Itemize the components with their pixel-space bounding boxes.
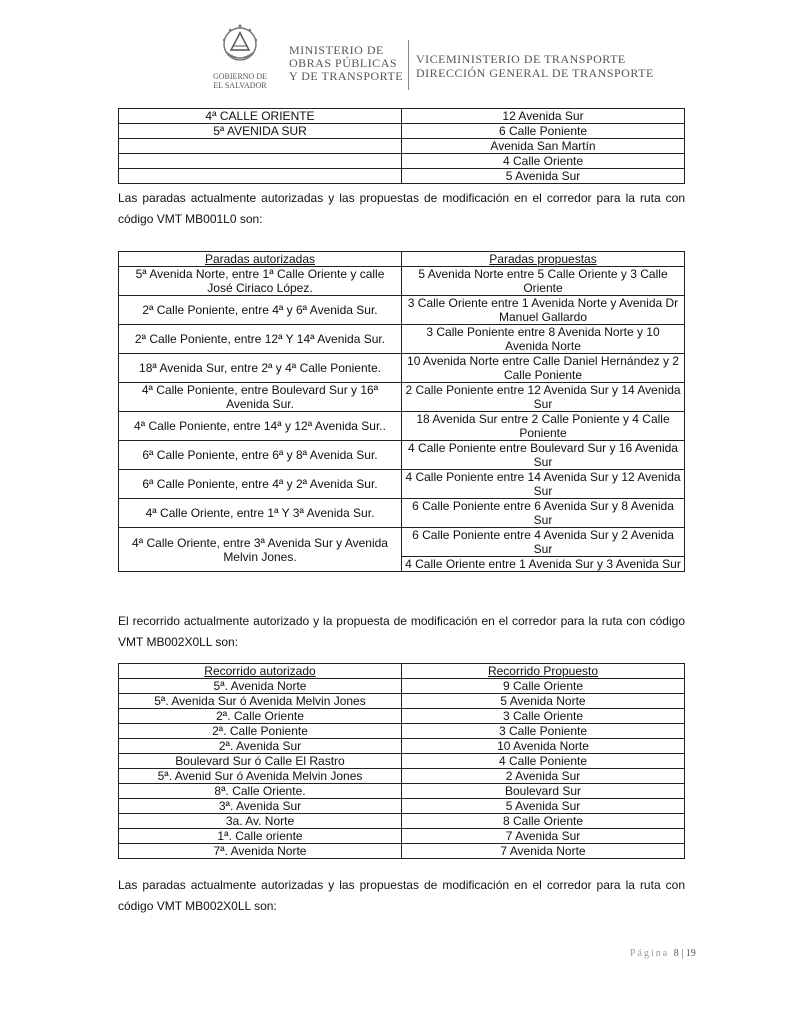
table-cell: 7 Avenida Norte — [402, 844, 685, 859]
table-cell: 4ª Calle Poniente, entre Boulevard Sur y 16ª Avenida Sur. — [119, 383, 402, 412]
table-row — [119, 412, 685, 441]
paragraph-stops-mb002: Las paradas actualmente autorizadas y las propuestas de modificación en el corredor para la ruta con código VMT MB002X0LL son: — [118, 878, 685, 913]
table-cell: 6ª Calle Poniente, entre 6ª y 8ª Avenida Sur. — [119, 441, 402, 470]
header-divider — [408, 40, 409, 90]
page-separator: | — [678, 948, 686, 959]
table-cell: 9 Calle Oriente — [402, 679, 685, 694]
table-row — [119, 739, 685, 754]
table-row — [119, 769, 685, 784]
table-cell — [119, 169, 402, 184]
table-cell: 10 Avenida Norte entre Calle Daniel Hernández y 2 Calle Poniente — [402, 354, 685, 383]
table-row — [119, 499, 685, 528]
government-label — [200, 72, 280, 90]
page-footer — [630, 948, 696, 959]
table-cell: 5ª Avenida Norte, entre 1ª Calle Oriente y calle José Ciriaco López. — [119, 267, 402, 296]
table-row — [119, 296, 685, 325]
table-cell: 4ª CALLE ORIENTE — [119, 109, 402, 124]
government-emblem — [200, 22, 280, 98]
table-cell: 4 Calle Oriente entre 1 Avenida Sur y 3 Avenida Sur — [402, 557, 685, 572]
table-cell: 4 Calle Oriente — [402, 154, 685, 169]
table-cell: 4ª Calle Poniente, entre 14ª y 12ª Avenida Sur.. — [119, 412, 402, 441]
column-header: Paradas propuestas — [402, 252, 685, 267]
table-cell: 4 Calle Poniente entre Boulevard Sur y 16 Avenida Sur — [402, 441, 685, 470]
table-cell — [119, 154, 402, 169]
ministry-line-2: OBRAS PÚBLICAS — [289, 56, 398, 70]
table-cell: 5ª AVENIDA SUR — [119, 124, 402, 139]
table-cell: 4ª Calle Oriente, entre 3ª Avenida Sur y Avenida Melvin Jones. — [119, 528, 402, 572]
vice-line-1: VICEMINISTERIO DE TRANSPORTE — [416, 52, 626, 66]
table-cell: Boulevard Sur ó Calle El Rastro — [119, 754, 402, 769]
table-cell: 12 Avenida Sur — [402, 109, 685, 124]
column-header: Recorrido Propuesto — [402, 664, 685, 679]
table-row — [119, 799, 685, 814]
gob-line-2: EL SALVADOR — [213, 81, 267, 90]
table-row — [119, 694, 685, 709]
table-cell: 5ª. Avenida Sur ó Avenida Melvin Jones — [119, 694, 402, 709]
viceministry-name — [416, 52, 654, 80]
table-row — [119, 354, 685, 383]
table-cell: 6ª Calle Poniente, entre 4ª y 2ª Avenida Sur. — [119, 470, 402, 499]
ministry-name — [289, 44, 403, 83]
table-cell: 3 Calle Oriente entre 1 Avenida Norte y Avenida Dr Manuel Gallardo — [402, 296, 685, 325]
table-cell — [119, 139, 402, 154]
column-header: Paradas autorizadas — [119, 252, 402, 267]
table-cell: 4ª Calle Oriente, entre 1ª Y 3ª Avenida Sur. — [119, 499, 402, 528]
table-cell: Avenida San Martín — [402, 139, 685, 154]
table-cell: 6 Calle Poniente entre 6 Avenida Sur y 8 Avenida Sur — [402, 499, 685, 528]
table-cell: 2 Avenida Sur — [402, 769, 685, 784]
table-row — [119, 109, 685, 124]
table-cell: Boulevard Sur — [402, 784, 685, 799]
table-cell: 3 Calle Oriente — [402, 709, 685, 724]
table-cell: 4 Calle Poniente entre 14 Avenida Sur y 12 Avenida Sur — [402, 470, 685, 499]
gob-line-1: GOBIERNO DE — [213, 72, 267, 81]
route-table-mb002 — [118, 663, 685, 859]
coat-of-arms-icon — [220, 22, 260, 70]
page-number: 8 — [673, 948, 679, 959]
table-cell: 2ª. Calle Oriente — [119, 709, 402, 724]
ministry-line-1: MINISTERIO DE — [289, 43, 384, 57]
table-cell: 7 Avenida Sur — [402, 829, 685, 844]
table-cell: 8ª. Calle Oriente. — [119, 784, 402, 799]
table-cell: 2ª Calle Poniente, entre 4ª y 6ª Avenida Sur. — [119, 296, 402, 325]
table-cell: 5 Avenida Sur — [402, 799, 685, 814]
table-row — [119, 679, 685, 694]
table-row — [119, 784, 685, 799]
table-row — [119, 154, 685, 169]
table-cell: 6 Calle Poniente entre 4 Avenida Sur y 2 Avenida Sur — [402, 528, 685, 557]
table-cell: 3a. Av. Norte — [119, 814, 402, 829]
table-cell: 5ª. Avenid Sur ó Avenida Melvin Jones — [119, 769, 402, 784]
table-header-row — [119, 252, 685, 267]
page-total: 19 — [685, 948, 696, 959]
table-cell: 1ª. Calle oriente — [119, 829, 402, 844]
table-row — [119, 325, 685, 354]
table-row — [119, 441, 685, 470]
column-header: Recorrido autorizado — [119, 664, 402, 679]
table-row — [119, 267, 685, 296]
paragraph-route-mb002: El recorrido actualmente autorizado y la propuesta de modificación en el corredor para la ruta con código VMT MB002X0LL son: — [118, 614, 685, 649]
table-row — [119, 724, 685, 739]
table-cell: 7ª. Avenida Norte — [119, 844, 402, 859]
table-cell: 2ª. Avenida Sur — [119, 739, 402, 754]
table-cell: 2ª. Calle Poniente — [119, 724, 402, 739]
vice-line-2: DIRECCIÓN GENERAL DE TRANSPORTE — [416, 66, 654, 80]
table-cell: 5 Avenida Sur — [402, 169, 685, 184]
table-cell: 3 Calle Poniente entre 8 Avenida Norte y 10 Avenida Norte — [402, 325, 685, 354]
page-header — [0, 22, 791, 102]
table-cell: 2ª Calle Poniente, entre 12ª Y 14ª Avenida Sur. — [119, 325, 402, 354]
table-cell: 3 Calle Poniente — [402, 724, 685, 739]
table-cell: 10 Avenida Norte — [402, 739, 685, 754]
table-cell: 4 Calle Poniente — [402, 754, 685, 769]
table-row — [119, 124, 685, 139]
ministry-line-3: Y DE TRANSPORTE — [289, 69, 404, 83]
table-row — [119, 383, 685, 412]
table-cell: 5 Avenida Norte entre 5 Calle Oriente y 3 Calle Oriente — [402, 267, 685, 296]
table-row — [119, 169, 685, 184]
table-cell: 18ª Avenida Sur, entre 2ª y 4ª Calle Poniente. — [119, 354, 402, 383]
table-row — [119, 528, 685, 557]
table-row — [119, 470, 685, 499]
route-table-continuation — [118, 108, 685, 184]
table-row — [119, 754, 685, 769]
table-cell: 18 Avenida Sur entre 2 Calle Poniente y 4 Calle Poniente — [402, 412, 685, 441]
table-cell: 8 Calle Oriente — [402, 814, 685, 829]
table-cell: 3ª. Avenida Sur — [119, 799, 402, 814]
page-label: Página — [630, 948, 670, 959]
table-cell: 6 Calle Poniente — [402, 124, 685, 139]
table-row — [119, 829, 685, 844]
paragraph-stops-mb001: Las paradas actualmente autorizadas y las propuestas de modificación en el corredor para la ruta con código VMT MB001L0 son: — [118, 191, 685, 226]
table-cell: 5 Avenida Norte — [402, 694, 685, 709]
table-cell: 5ª. Avenida Norte — [119, 679, 402, 694]
table-row — [119, 709, 685, 724]
table-row — [119, 844, 685, 859]
table-header-row — [119, 664, 685, 679]
stops-table-mb001 — [118, 251, 685, 572]
table-row — [119, 139, 685, 154]
table-cell: 2 Calle Poniente entre 12 Avenida Sur y 14 Avenida Sur — [402, 383, 685, 412]
table-row — [119, 814, 685, 829]
